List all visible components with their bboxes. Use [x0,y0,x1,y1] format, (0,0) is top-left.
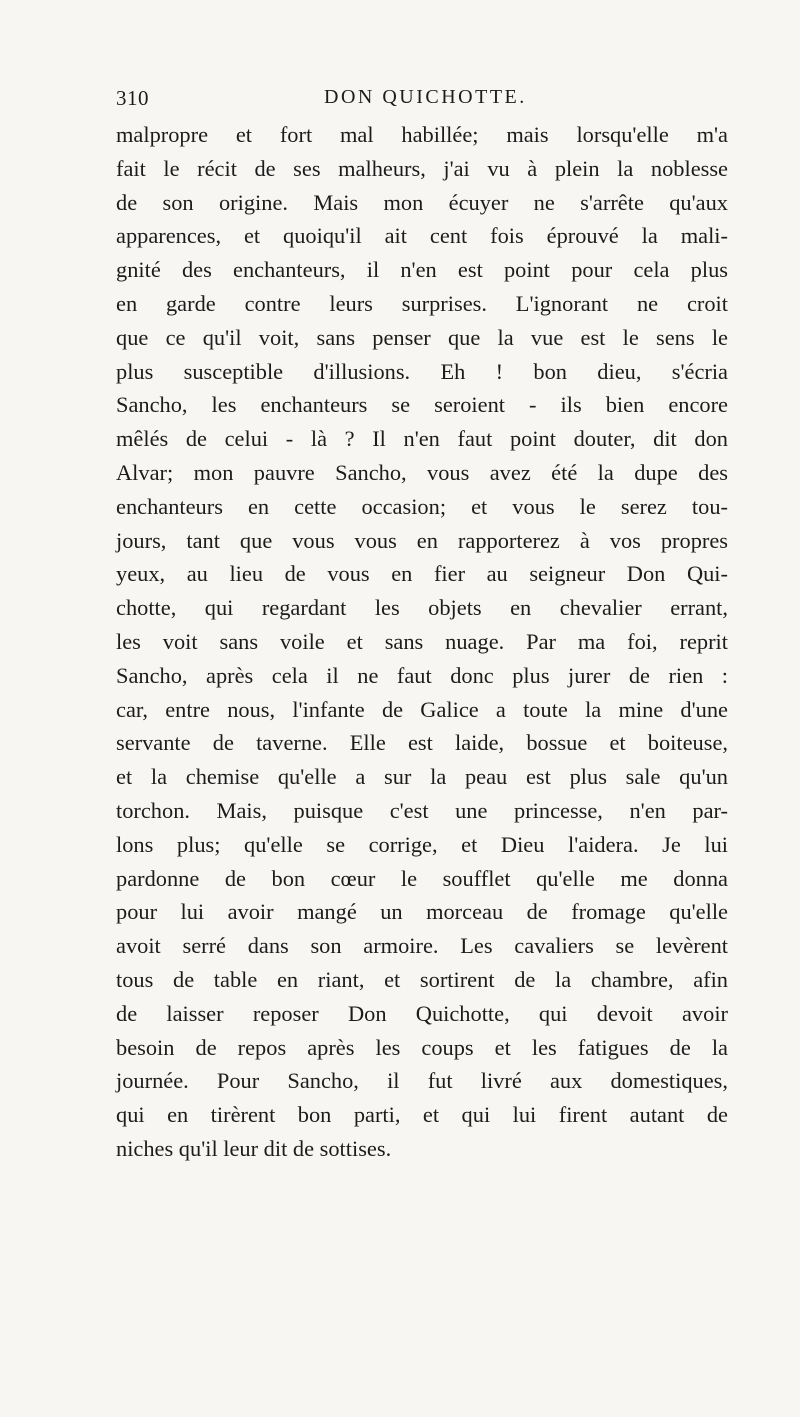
text-line: malpropre et fort mal habillée; mais lorsqu'elle m'a [116,122,728,147]
text-line: besoin de repos après les coups et les fatigues de la [116,1034,728,1060]
text-line: que ce qu'il voit, sans penser que la vue est le sens le [116,324,728,350]
text-line: torchon. Mais, puisque c'est une princesse, n'en par- [116,797,728,823]
text-line: en garde contre leurs surprises. L'ignorant ne croit [116,290,728,316]
text-line: yeux, au lieu de vous en fier au seigneur Don Qui- [116,561,728,587]
text-line: Alvar; mon pauvre Sancho, vous avez été la dupe des [116,459,728,485]
text-line: avoit serré dans son armoire. Les cavaliers se levèrent [116,933,728,959]
text-line: lons plus; qu'elle se corrige, et Dieu l'aidera. Je lui [116,831,728,857]
text-line: journée. Pour Sancho, il fut livré aux domestiques, [116,1068,728,1094]
text-line: pour lui avoir mangé un morceau de fromage qu'elle [116,899,728,925]
page-number: 310 [116,86,149,110]
text-line: pardonne de bon cœur le soufflet qu'elle me donna [116,865,728,891]
text-line: Sancho, après cela il ne faut donc plus jurer de rien : [116,662,728,688]
running-title: DON QUICHOTTE. [324,86,527,108]
text-line: tous de table en riant, et sortirent de la chambre, afin [116,966,728,992]
text-line: jours, tant que vous vous en rapporterez à vos propres [116,527,728,553]
text-line: gnité des enchanteurs, il n'en est point pour cela plus [116,257,728,283]
text-line: qui en tirèrent bon parti, et qui lui firent autant de [116,1102,728,1128]
text-line: enchanteurs en cette occasion; et vous le serez tou- [116,493,728,519]
text-line: chotte, qui regardant les objets en chevalier errant, [116,595,728,621]
text-line: apparences, et quoiqu'il ait cent fois éprouvé la mali- [116,223,728,249]
text-line: et la chemise qu'elle a sur la peau est plus sale qu'un [116,764,728,790]
text-line: les voit sans voile et sans nuage. Par ma foi, reprit [116,628,728,654]
text-line: de laisser reposer Don Quichotte, qui devoit avoir [116,1000,728,1026]
body-text [116,118,728,1166]
text-line: plus susceptible d'illusions. Eh ! bon dieu, s'écria [116,358,728,384]
text-line: Sancho, les enchanteurs se seroient - ils bien encore [116,392,728,418]
page-header [116,86,716,114]
text-line: de son origine. Mais mon écuyer ne s'arrête qu'aux [116,189,728,215]
text-line: mêlés de celui - là ? Il n'en faut point douter, dit don [116,426,728,452]
text-line: servante de taverne. Elle est laide, bossue et boiteuse, [116,730,728,756]
text-line: car, entre nous, l'infante de Galice a toute la mine d'une [116,696,728,722]
text-line: fait le récit de ses malheurs, j'ai vu à plein la noblesse [116,155,728,181]
text-line: niches qu'il leur dit de sottises. [116,1135,392,1161]
